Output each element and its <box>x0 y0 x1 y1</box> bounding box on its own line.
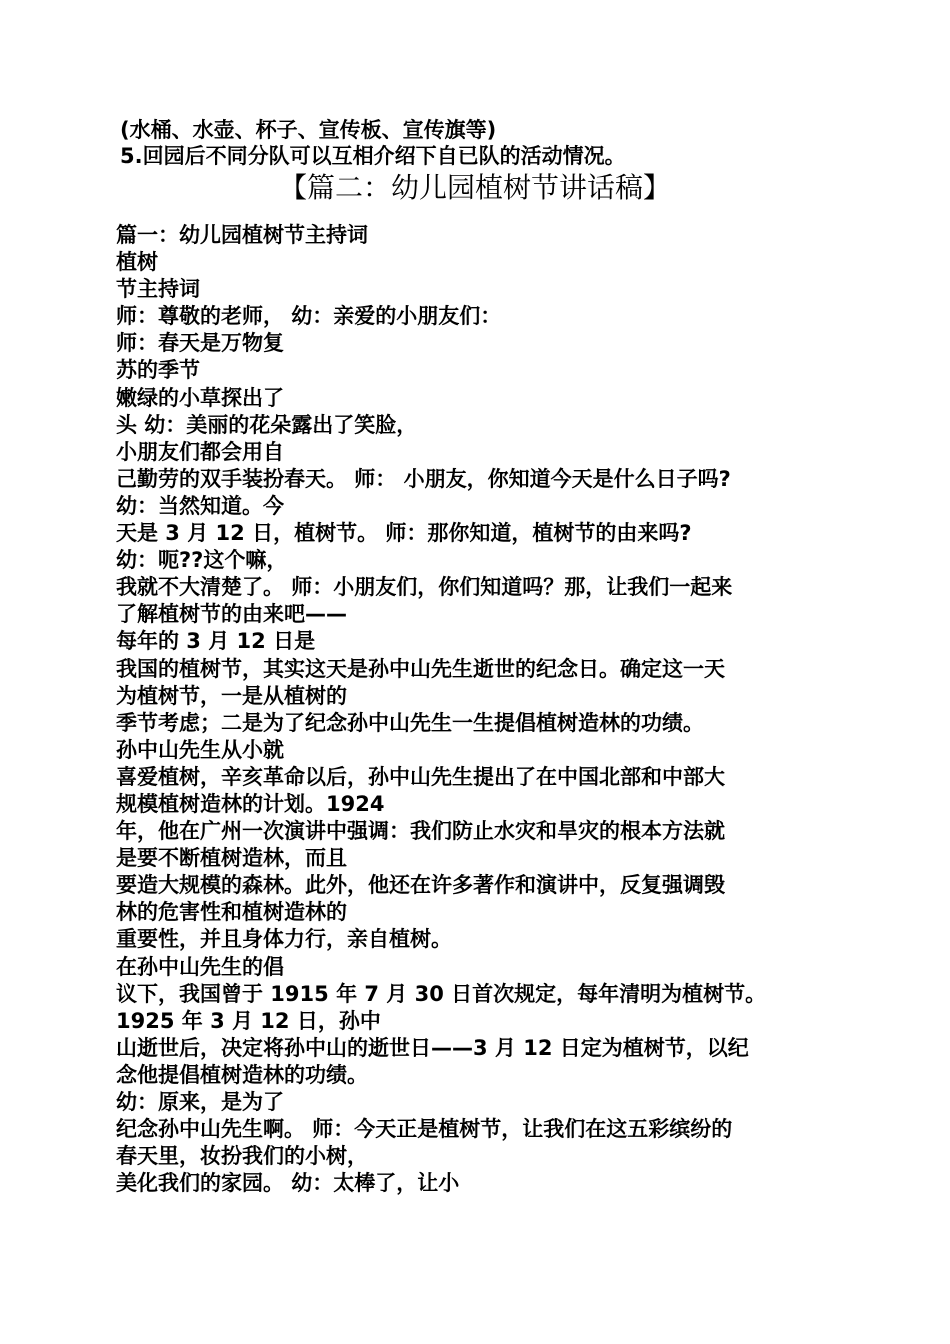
text-line: 师：春天是万物复 <box>116 331 284 356</box>
body-text <box>116 222 828 1197</box>
text-line: 苏的季节 <box>116 358 200 383</box>
text-line: 师：尊敬的老师， 幼：亲爱的小朋友们： <box>116 304 502 329</box>
text-line: 小朋友们都会用自 <box>116 439 284 464</box>
text-line: 春天里，妆扮我们的小树， <box>116 1144 368 1169</box>
text-line: 天是 3 月 12 日，植树节。 师：那你知道，植树节的由来吗? <box>116 521 692 546</box>
text-line: 1925 年 3 月 12 日，孙中 <box>116 1008 381 1033</box>
text-line: 己勤劳的双手装扮春天。 师： 小朋友，你知道今天是什么日子吗? <box>116 466 731 491</box>
text-line: 头 幼：美丽的花朵露出了笑脸， <box>116 412 418 437</box>
text-line: 我国的植树节，其实这天是孙中山先生逝世的纪念日。确定这一天 <box>116 656 725 681</box>
text-line: 纪念孙中山先生啊。 师：今天正是植树节，让我们在这五彩缤纷的 <box>116 1117 733 1142</box>
top-line-2: 5.回园后不同分队可以互相介绍下自已队的活动情况。 <box>120 144 626 168</box>
text-line: 节主持词 <box>116 277 200 302</box>
top-line-1: (水桶、水壶、杯子、宣传板、宣传旗等) <box>120 118 497 142</box>
text-line: 季节考虑；二是为了纪念孙中山先生一生提倡植树造林的功绩。 <box>116 710 704 735</box>
text-line: 是要不断植树造林，而且 <box>116 846 347 871</box>
text-line: 每年的 3 月 12 日是 <box>116 629 316 654</box>
text-line: 幼：原来，是为了 <box>116 1090 284 1114</box>
text-line: 植树 <box>116 250 158 275</box>
text-line: 为植树节，一是从植树的 <box>116 683 347 708</box>
text-line: 在孙中山先生的倡 <box>116 954 284 979</box>
text-line: 幼：当然知道。今 <box>116 493 284 518</box>
text-line: 美化我们的家园。 幼：太棒了，让小 <box>116 1171 460 1196</box>
text-line: 重要性，并且身体力行，亲自植树。 <box>116 927 452 952</box>
text-line: 了解植树节的由来吧—— <box>116 602 347 627</box>
section-heading: 【篇二：幼儿园植树节讲话稿】 <box>278 171 671 204</box>
text-line: 年，他在广州一次演讲中强调：我们防止水灾和旱灾的根本方法就 <box>116 819 725 844</box>
text-line: 要造大规模的森林。此外，他还在许多著作和演讲中，反复强调毁 <box>116 873 725 898</box>
text-line: 山逝世后，决定将孙中山的逝世日——3 月 12 日定为植树节，以纪 <box>116 1035 749 1060</box>
text-line: 念他提倡植树造林的功绩。 <box>116 1062 368 1087</box>
text-line: 嫩绿的小草探出了 <box>116 385 284 410</box>
text-line: 议下，我国曾于 1915 年 7 月 30 日首次规定，每年清明为植树节。 <box>116 981 767 1006</box>
text-line: 我就不大清楚了。 师：小朋友们，你们知道吗？那，让我们一起来 <box>116 575 733 600</box>
text-line: 林的危害性和植树造林的 <box>116 900 347 925</box>
text-line: 规模植树造林的计划。1924 <box>116 791 385 816</box>
text-line: 幼：呃??这个嘛， <box>116 548 288 573</box>
text-line: 篇一：幼儿园植树节主持词 <box>116 223 368 247</box>
text-line: 孙中山先生从小就 <box>116 737 284 762</box>
text-line: 喜爱植树，辛亥革命以后，孙中山先生提出了在中国北部和中部大 <box>116 764 725 789</box>
